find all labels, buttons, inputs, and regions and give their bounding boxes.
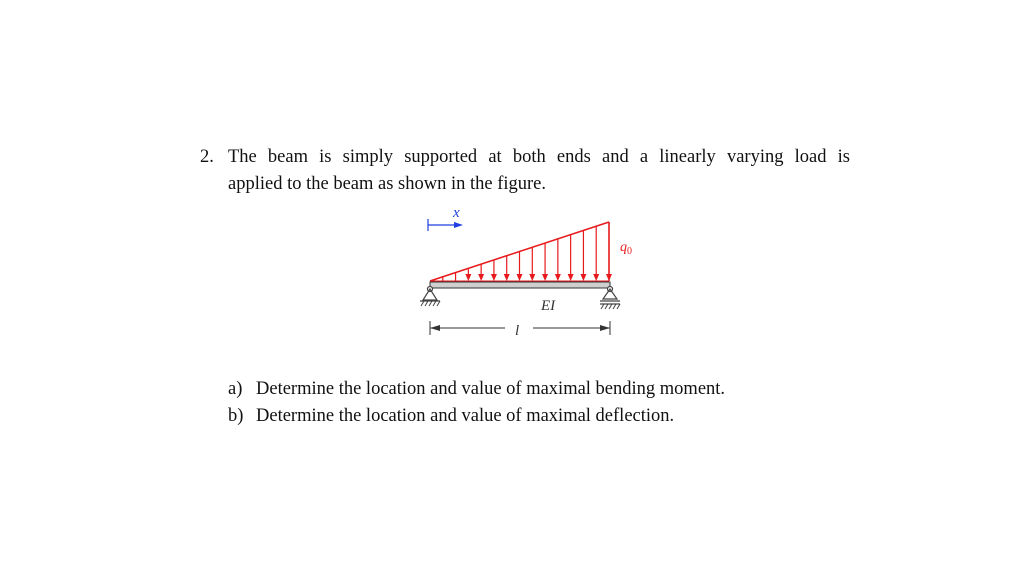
question-b xyxy=(228,403,725,430)
load-label-q: q xyxy=(620,240,627,255)
load-arrow-head xyxy=(593,274,599,281)
load-arrow-head xyxy=(542,274,548,281)
problem-statement xyxy=(200,144,860,198)
left-support-hatch xyxy=(421,301,440,306)
right-support xyxy=(600,287,620,310)
load-arrow-head xyxy=(491,274,497,281)
load-arrow-head xyxy=(478,274,484,281)
load-arrow-head xyxy=(529,274,535,281)
beam-figure xyxy=(405,195,665,345)
load-arrow-head xyxy=(465,274,471,281)
load-arrow-head xyxy=(606,274,612,281)
length-dimension xyxy=(430,321,610,339)
distributed-load xyxy=(430,222,612,281)
load-arrow-head xyxy=(517,274,523,281)
question-label: a) xyxy=(228,379,243,399)
load-arrow-head xyxy=(568,274,574,281)
right-support-hatch xyxy=(601,304,620,309)
load-arrow-head xyxy=(580,274,586,281)
stiffness-label: EI xyxy=(541,298,556,314)
question-text: Determine the location and value of maximal deflection. xyxy=(256,406,675,426)
question-text: Determine the location and value of maximal bending moment. xyxy=(256,379,726,399)
problem-line-1: The beam is simply supported at both ends and a linearly varying load is xyxy=(228,147,850,167)
question-label: b) xyxy=(228,406,244,426)
question-a xyxy=(228,376,725,403)
dimension-arrow-right xyxy=(600,325,610,331)
dimension-arrow-left xyxy=(430,325,440,331)
load-label xyxy=(620,240,632,257)
beam xyxy=(430,282,610,288)
x-axis-indicator xyxy=(428,205,463,231)
x-axis-arrowhead xyxy=(454,222,463,228)
problem-header xyxy=(200,144,860,198)
left-support xyxy=(420,287,440,307)
x-axis-label: x xyxy=(453,205,460,221)
load-label-subscript: 0 xyxy=(627,246,632,257)
load-arrow-head xyxy=(555,274,561,281)
load-arrow-head xyxy=(504,274,510,281)
length-label: l xyxy=(515,323,520,339)
questions-list xyxy=(228,376,725,430)
problem-line-2: applied to the beam as shown in the figure. xyxy=(228,174,547,194)
problem-number: 2. xyxy=(200,147,214,167)
problem-text xyxy=(228,144,850,198)
